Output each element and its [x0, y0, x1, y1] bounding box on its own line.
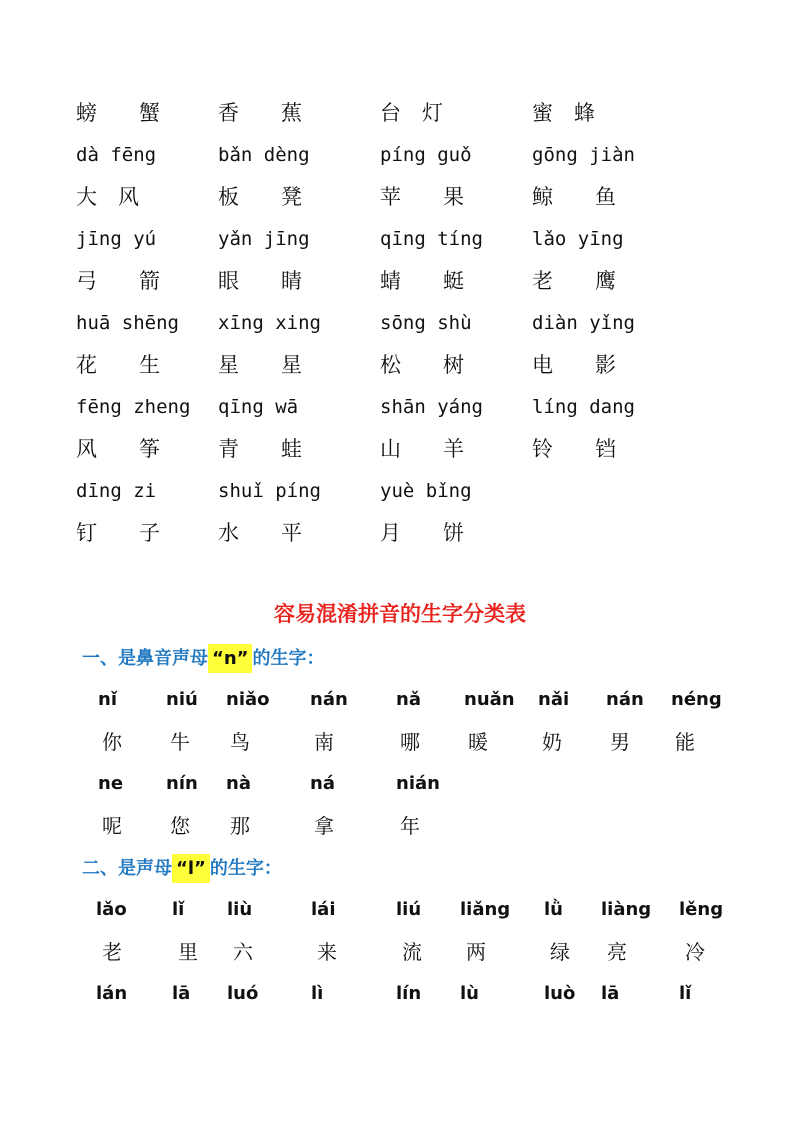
pinyin-word: shuǐ píng [218, 480, 321, 502]
pinyin-word: líng dang [532, 396, 635, 418]
chinese-word: 来 [317, 940, 337, 964]
pinyin-word: ná [310, 773, 335, 794]
pinyin-row [0, 222, 800, 256]
chinese-word: 老 鹰 [532, 269, 616, 293]
chinese-word: 青 蛙 [218, 437, 302, 461]
chinese-word: 香 蕉 [218, 101, 302, 125]
hanzi-row [0, 432, 800, 466]
hanzi-row [0, 516, 800, 550]
pinyin-word: lā [601, 983, 620, 1004]
pinyin-row [0, 390, 800, 424]
heading-prefix: 二、是声母 [82, 858, 172, 879]
chinese-word: 男 [610, 730, 630, 754]
chinese-word: 蜻 蜓 [380, 269, 464, 293]
chinese-word: 山 羊 [380, 437, 464, 461]
chinese-word: 蜜 蜂 [532, 101, 595, 125]
chinese-word: 板 凳 [218, 185, 302, 209]
pinyin-word: nián [396, 773, 440, 794]
pinyin-word: qīng wā [218, 396, 299, 418]
chinese-word: 流 [402, 940, 422, 964]
pinyin-word: dīng zi [76, 480, 157, 502]
pinyin-word: shān yáng [380, 396, 483, 418]
chinese-word: 松 树 [380, 353, 464, 377]
chinese-word: 钉 子 [76, 521, 160, 545]
pinyin-row [0, 893, 800, 927]
heading-n-initial [82, 642, 324, 676]
pinyin-word: lán [96, 983, 128, 1004]
pinyin-word: lù [460, 983, 479, 1004]
pinyin-word: lǐ [679, 983, 692, 1004]
chinese-word: 风 筝 [76, 437, 160, 461]
chinese-word: 弓 箭 [76, 269, 160, 293]
chinese-word: 牛 [170, 730, 190, 754]
heading-l-initial [82, 852, 282, 886]
chinese-word: 您 [170, 814, 190, 838]
pinyin-word: nín [166, 773, 198, 794]
pinyin-word: xīng xing [218, 312, 321, 334]
chinese-word: 电 影 [532, 353, 616, 377]
chinese-word: 你 [102, 730, 122, 754]
pinyin-word: sōng shù [380, 312, 472, 334]
highlight-letter: “l” [172, 854, 210, 883]
pinyin-word: lā [172, 983, 191, 1004]
pinyin-word: lǎo [96, 899, 127, 920]
chinese-word: 螃 蟹 [76, 101, 160, 125]
chinese-word: 水 平 [218, 521, 302, 545]
pinyin-word: liú [396, 899, 422, 920]
pinyin-word: lín [396, 983, 422, 1004]
pinyin-word: niǎo [226, 689, 270, 710]
pinyin-word: lǎo yīng [532, 228, 624, 250]
chinese-word: 哪 [400, 730, 420, 754]
chinese-word: 奶 [542, 730, 562, 754]
pinyin-word: lǜ [544, 899, 563, 920]
hanzi-row [0, 935, 800, 969]
chinese-word: 铃 铛 [532, 437, 616, 461]
chinese-word: 老 [102, 940, 122, 964]
pinyin-word: nǎ [396, 689, 421, 710]
chinese-word: 星 星 [218, 353, 302, 377]
pinyin-word: huā shēng [76, 312, 179, 334]
chinese-word: 鸟 [230, 730, 250, 754]
chinese-word: 花 生 [76, 353, 160, 377]
pinyin-word: yǎn jīng [218, 228, 310, 250]
hanzi-row [0, 809, 800, 843]
hanzi-row [0, 264, 800, 298]
pinyin-word: bǎn dèng [218, 144, 310, 166]
chinese-word: 冷 [685, 940, 705, 964]
chinese-word: 眼 睛 [218, 269, 302, 293]
hanzi-row [0, 348, 800, 382]
highlight-letter: “n” [208, 644, 252, 673]
chinese-word: 年 [400, 814, 420, 838]
pinyin-word: nǎi [538, 689, 570, 710]
pinyin-word: néng [671, 689, 722, 710]
pinyin-word: nǐ [98, 689, 117, 710]
pinyin-word: lǐ [172, 899, 185, 920]
pinyin-word: nà [226, 773, 251, 794]
pinyin-word: jīng yú [76, 228, 157, 250]
hanzi-row [0, 96, 800, 130]
chinese-word: 暖 [468, 730, 488, 754]
pinyin-word: luò [544, 983, 576, 1004]
chinese-word: 南 [314, 730, 334, 754]
pinyin-word: nán [606, 689, 644, 710]
pinyin-word: luó [227, 983, 259, 1004]
page-title: 容易混淆拼音的生字分类表 [274, 602, 526, 626]
heading-suffix: 的生字： [209, 858, 282, 879]
pinyin-word: nuǎn [464, 689, 515, 710]
pinyin-word: lì [311, 983, 324, 1004]
pinyin-row [0, 306, 800, 340]
chinese-word: 两 [466, 940, 486, 964]
chinese-word: 里 [178, 940, 198, 964]
pinyin-word: lěng [679, 899, 724, 920]
pinyin-word: diàn yǐng [532, 312, 635, 334]
pinyin-word: liǎng [460, 899, 511, 920]
pinyin-word: liàng [601, 899, 652, 920]
pinyin-word: lái [311, 899, 336, 920]
pinyin-word: ne [98, 773, 124, 794]
pinyin-row [0, 683, 800, 717]
chinese-word: 鲸 鱼 [532, 185, 616, 209]
pinyin-word: niú [166, 689, 198, 710]
chinese-word: 亮 [607, 940, 627, 964]
hanzi-row [0, 725, 800, 759]
chinese-word: 月 饼 [380, 521, 464, 545]
chinese-word: 那 [230, 814, 250, 838]
pinyin-word: yuè bǐng [380, 480, 472, 502]
pinyin-word: dà fēng [76, 144, 157, 166]
hanzi-row [0, 180, 800, 214]
heading-prefix: 一、是鼻音声母 [82, 648, 208, 669]
pinyin-row [0, 474, 800, 508]
chinese-word: 拿 [314, 814, 334, 838]
pinyin-row [0, 767, 800, 801]
pinyin-word: qīng tíng [380, 228, 483, 250]
chinese-word: 能 [675, 730, 695, 754]
heading-suffix: 的生字： [252, 648, 325, 669]
pinyin-row [0, 977, 800, 1011]
chinese-word: 台 灯 [380, 101, 443, 125]
chinese-word: 苹 果 [380, 185, 464, 209]
pinyin-word: gōng jiàn [532, 144, 635, 166]
pinyin-row [0, 138, 800, 172]
chinese-word: 大 风 [76, 185, 139, 209]
pinyin-word: liù [227, 899, 253, 920]
pinyin-word: píng guǒ [380, 144, 472, 166]
pinyin-word: fēng zheng [76, 396, 191, 418]
chinese-word: 呢 [102, 814, 122, 838]
chinese-word: 六 [233, 940, 253, 964]
chinese-word: 绿 [550, 940, 570, 964]
pinyin-word: nán [310, 689, 348, 710]
